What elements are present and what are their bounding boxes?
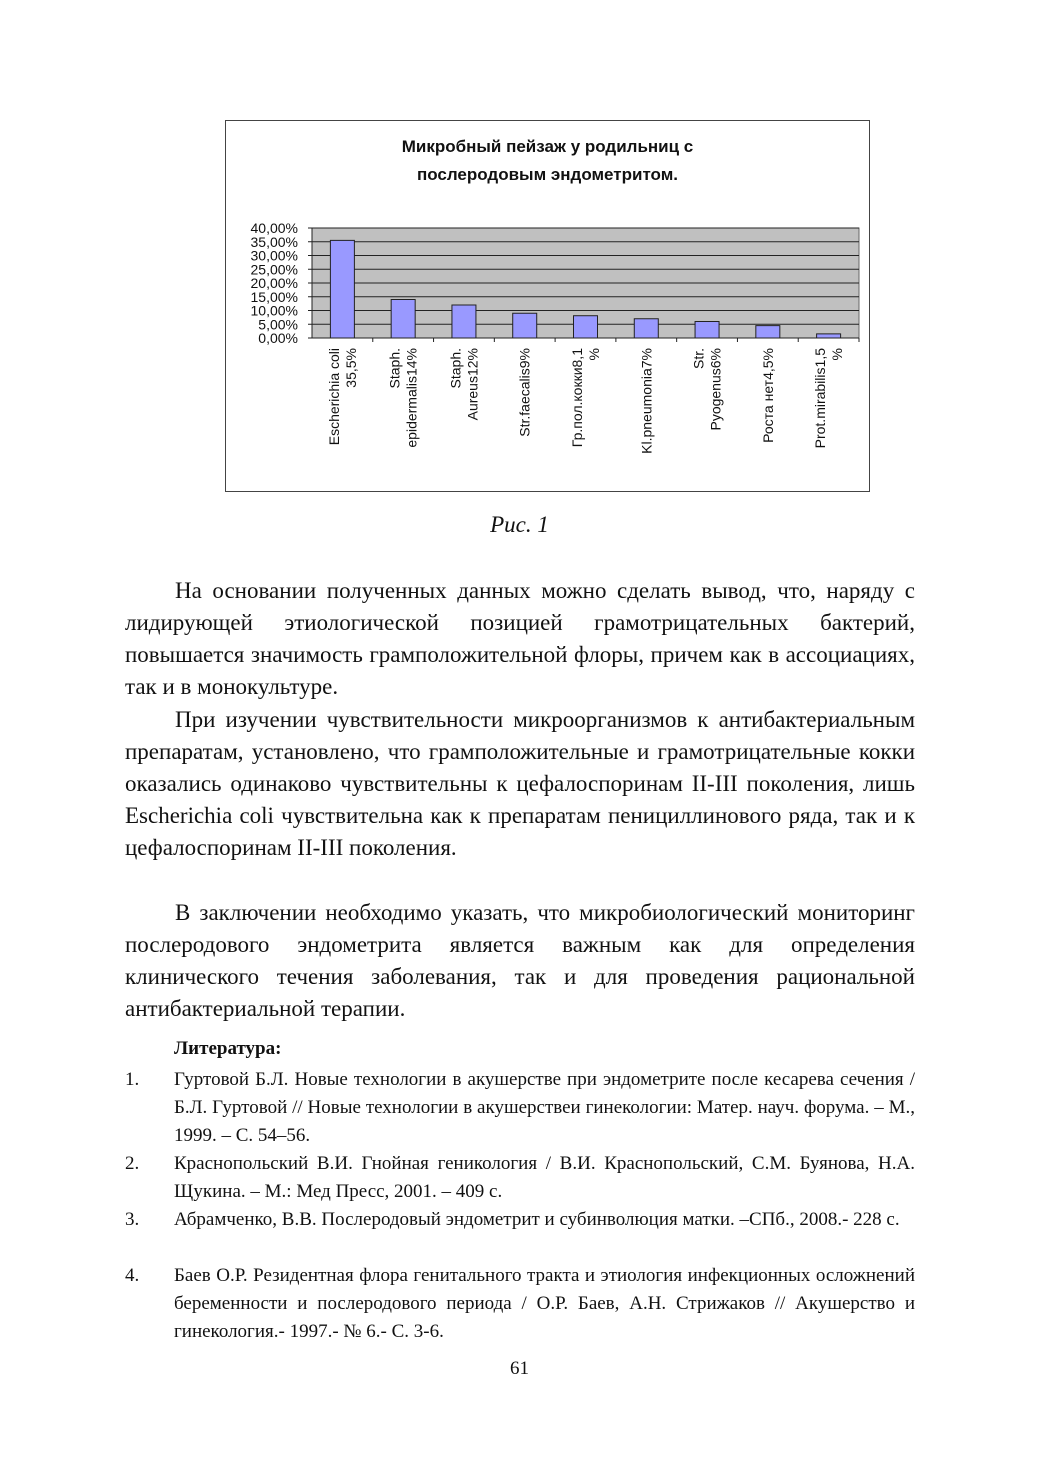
bar-chart (226, 121, 871, 493)
x-category-label (812, 348, 845, 449)
x-category-label-line: Str.faecalis9% (516, 348, 533, 437)
x-category-label-line: % (829, 348, 846, 361)
bar (330, 240, 354, 338)
x-category-label (326, 348, 359, 445)
paragraph-1: На основании полученных данных можно сделать вывод, что, наряду с лидирующей этиологической позицией грамотрицательных бактерий, повышается значимость грамположительной флоры, причем как в ассоциациях, так и в монокультуре. (125, 578, 915, 699)
x-category-label-line: 35,5% (342, 348, 359, 388)
bar (756, 326, 780, 338)
x-category-label-line: Kl.pneumonia7% (638, 348, 655, 454)
x-category-label-line: Staph. (386, 348, 403, 389)
x-category-label (569, 348, 602, 447)
x-category-label-line: Роста нет4,5% (759, 348, 776, 443)
y-tick-label: 10,00% (250, 302, 298, 319)
y-tick-label: 35,00% (250, 233, 298, 250)
bar (817, 334, 841, 338)
paragraph-2: При изучении чувствительности микроорганизмов к антибактериальным препаратам, установлено, что грамположительные и грамотрицательные кокки оказались одинаково чувствительны к цефалоспоринам II-III поколения, лишь Escherichia coli чувствительна как к препаратам пенициллинового ряда, так и к цефалоспоринам II-III поколения. (125, 707, 915, 860)
bar (513, 313, 537, 338)
y-tick-label: 5,00% (258, 316, 298, 333)
bar (391, 300, 415, 339)
page-number: 61 (510, 1358, 529, 1379)
reference-number: 1. (125, 1069, 140, 1090)
x-category-label (387, 348, 420, 448)
x-category-label-line: Escherichia coli (325, 348, 342, 446)
y-tick-label: 30,00% (250, 247, 298, 264)
x-category-label (638, 348, 654, 454)
x-category-label (447, 348, 480, 420)
reference-text: Баев О.Р. Резидентная флора генитального тракта и этиология инфекционных осложнений беременности и послеродового периода / О.Р. Баев, А.Н. Стрижаков // Акушерство и гинекология.- 1997.- № 6.- С. 3-6. (174, 1265, 915, 1342)
chart-figure (225, 120, 870, 492)
x-category-label (517, 348, 533, 437)
x-category-label-line: % (586, 348, 602, 361)
reference-text: Гуртовой Б.Л. Новые технологии в акушерстве при эндометрите после кесарева сечения / Б.Л. Гуртовой // Новые технологии в акушерствеи гинекологии: Матер. науч. форума. – М., 1999. – С. 54–56. (174, 1069, 915, 1146)
x-category-label-line: Pyogenus6% (707, 348, 724, 431)
bar (695, 322, 719, 339)
x-category-label-line: Staph. (447, 348, 464, 389)
x-category-label-line: epidermalis14% (403, 348, 420, 448)
y-tick-label: 15,00% (250, 288, 298, 305)
y-tick-label: 40,00% (250, 220, 298, 236)
bar (634, 319, 658, 338)
figure-caption: Рис. 1 (490, 512, 549, 537)
chart-title-line-1: Микробный пейзаж у родильниц с (401, 137, 694, 156)
x-category-label-line: Prot.mirabilis1,5 (812, 348, 829, 449)
y-tick-label: 20,00% (250, 275, 298, 291)
chart-title-line-2: послеродовым эндометритом. (416, 165, 679, 184)
reference-number: 2. (125, 1153, 140, 1174)
x-category-label-line: Str. (690, 348, 707, 370)
reference-text: Краснопольский В.И. Гнойная геникология / В.И. Краснопольский, С.М. Буянова, Н.А. Щукина. – М.: Мед Пресс, 2001. – 409 с. (174, 1153, 915, 1202)
reference-number: 4. (125, 1265, 140, 1286)
references-heading: Литература: (174, 1038, 282, 1059)
bar (574, 316, 598, 338)
bar (452, 305, 476, 338)
y-tick-label: 0,00% (258, 330, 298, 346)
x-category-label (760, 348, 776, 443)
x-category-label-line: Гр.пол.кокки8,1 (569, 348, 585, 448)
reference-number: 3. (125, 1209, 140, 1230)
paragraph-3: В заключении необходимо указать, что микробиологический мониторинг послеродового эндометрита является важным как для определения клинического течения заболевания, так и для проведения рациональной антибактериальной терапии. (125, 900, 915, 1021)
x-category-label (691, 348, 724, 431)
reference-text: Абрамченко, В.В. Послеродовый эндометрит и субинволюция матки. –СПб., 2008.- 228 с. (174, 1209, 900, 1230)
x-category-label-line: Aureus12% (464, 348, 481, 421)
y-tick-label: 25,00% (250, 261, 298, 278)
